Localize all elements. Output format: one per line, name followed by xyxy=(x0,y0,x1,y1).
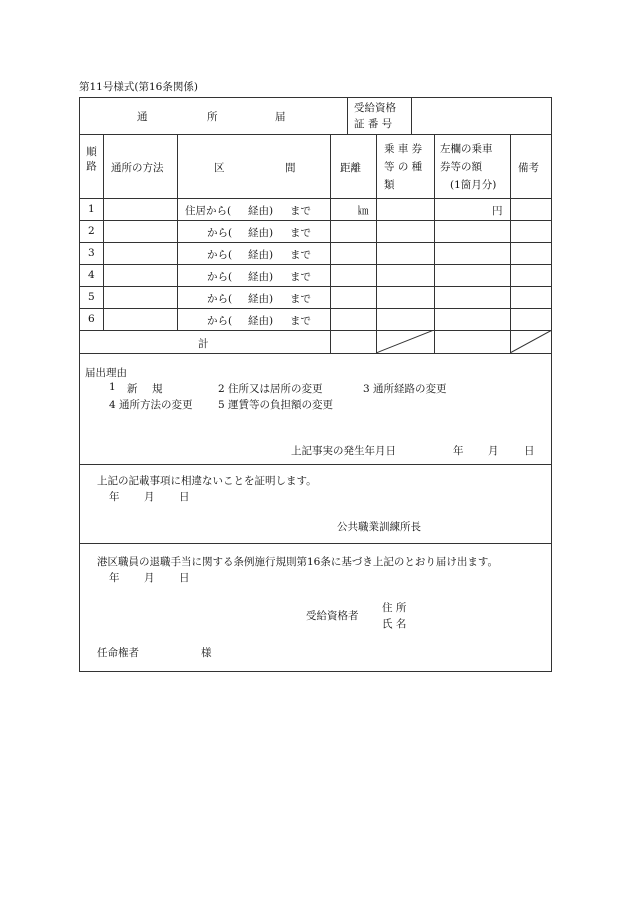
title-char-1: 通 xyxy=(137,111,148,123)
row-via: 経由) xyxy=(248,205,274,217)
distance-unit: ㎞ xyxy=(358,205,369,217)
cert-month: 月 xyxy=(144,491,155,503)
row-to: まで xyxy=(290,271,311,283)
diagonal-line xyxy=(376,330,434,353)
cert-label-line1: 受給資格 xyxy=(354,102,396,114)
row-line xyxy=(79,220,552,221)
col-header-ticket-1: 乗 車 券 xyxy=(384,143,423,155)
submit-day: 日 xyxy=(179,572,190,584)
col-header-section-1: 区 xyxy=(214,162,225,174)
col-line xyxy=(177,134,178,330)
row-to: まで xyxy=(290,205,311,217)
row-via: 経由) xyxy=(248,227,274,239)
section-divider xyxy=(79,543,552,544)
col-line xyxy=(434,134,435,353)
reason-opt4: 4 通所方法の変更 xyxy=(109,399,193,411)
cert-day: 日 xyxy=(179,491,190,503)
row-from: から( xyxy=(207,315,233,327)
row-from: から( xyxy=(207,293,233,305)
row-number: 6 xyxy=(88,313,95,325)
row-from: から( xyxy=(207,249,233,261)
col-line xyxy=(510,134,511,353)
col-header-method: 通所の方法 xyxy=(111,162,164,174)
table-bottom-line xyxy=(79,353,552,354)
submit-month: 月 xyxy=(144,572,155,584)
occurrence-month: 月 xyxy=(488,445,499,457)
col-header-fare-1: 左欄の乗車 xyxy=(440,143,493,155)
reason-opt3: 3 通所経路の変更 xyxy=(363,383,447,395)
title-char-3: 届 xyxy=(275,111,286,123)
cert-label-line2: 証 番 号 xyxy=(354,118,393,130)
title-char-2: 所 xyxy=(207,111,218,123)
occurrence-day: 日 xyxy=(524,445,535,457)
row-via: 経由) xyxy=(248,293,274,305)
header-box xyxy=(79,97,552,135)
reason-opt1-b: 規 xyxy=(152,383,163,395)
col-line xyxy=(103,134,104,330)
col-header-order: 順路 xyxy=(85,146,97,175)
header-divider-1 xyxy=(347,97,348,135)
reason-opt5: 5 運賃等の負担額の変更 xyxy=(218,399,334,411)
row-from: 住居から( xyxy=(185,205,232,217)
applicant-address-label: 住 所 xyxy=(382,602,407,614)
row-number: 3 xyxy=(88,247,95,259)
col-header-notes: 備考 xyxy=(518,162,539,174)
occurrence-date-label: 上記事実の発生年月日 xyxy=(291,445,396,457)
row-line xyxy=(79,308,552,309)
submit-year: 年 xyxy=(109,572,120,584)
row-to: まで xyxy=(290,249,311,261)
row-line xyxy=(79,286,552,287)
row-to: まで xyxy=(290,227,311,239)
reason-opt2: 2 住所又は居所の変更 xyxy=(218,383,323,395)
row-from: から( xyxy=(207,227,233,239)
row-via: 経由) xyxy=(248,271,274,283)
section-divider xyxy=(79,464,552,465)
row-number: 4 xyxy=(88,269,95,281)
applicant-label: 受給資格者 xyxy=(306,610,359,622)
form-title: 第11号様式(第16条関係) xyxy=(79,81,198,93)
row-line xyxy=(79,264,552,265)
row-number: 1 xyxy=(88,203,95,215)
row-via: 経由) xyxy=(248,315,274,327)
col-header-ticket-2: 等 の 種 xyxy=(384,161,423,173)
row-line xyxy=(79,242,552,243)
total-ticket-strike xyxy=(376,330,434,353)
amount-unit: 円 xyxy=(492,205,503,217)
col-line xyxy=(330,134,331,353)
row-number: 2 xyxy=(88,225,95,237)
total-label: 計 xyxy=(198,338,209,350)
col-header-ticket-3: 類 xyxy=(384,179,395,191)
appointer-label: 任命権者 xyxy=(97,647,139,659)
appointer-honorific: 様 xyxy=(201,647,212,659)
row-to: まで xyxy=(290,293,311,305)
row-from: から( xyxy=(207,271,233,283)
diagonal-line xyxy=(510,330,552,353)
total-notes-strike xyxy=(510,330,552,353)
submission-text: 港区職員の退職手当に関する条例施行規則第16条に基づき上記のとおり届け出ます。 xyxy=(97,556,499,568)
row-via: 経由) xyxy=(248,249,274,261)
applicant-name-label: 氏 名 xyxy=(382,618,407,630)
reason-opt1-no: 1 xyxy=(109,381,116,393)
certifier-title: 公共職業訓練所長 xyxy=(337,521,421,533)
cert-year: 年 xyxy=(109,491,120,503)
col-header-fare-3: (1箇月分) xyxy=(450,179,497,191)
col-header-section-2: 間 xyxy=(285,162,296,174)
occurrence-year: 年 xyxy=(453,445,464,457)
row-number: 5 xyxy=(88,291,95,303)
row-to: まで xyxy=(290,315,311,327)
col-line xyxy=(376,134,377,353)
reason-heading: 届出理由 xyxy=(85,367,127,379)
row-line xyxy=(79,198,552,199)
col-header-fare-2: 券等の額 xyxy=(440,161,482,173)
col-header-distance: 距離 xyxy=(340,162,361,174)
certification-text: 上記の記載事項に相違ないことを証明します。 xyxy=(97,475,317,487)
header-divider-2 xyxy=(411,97,412,135)
reason-opt1-a: 新 xyxy=(127,383,138,395)
row-line xyxy=(79,330,552,331)
